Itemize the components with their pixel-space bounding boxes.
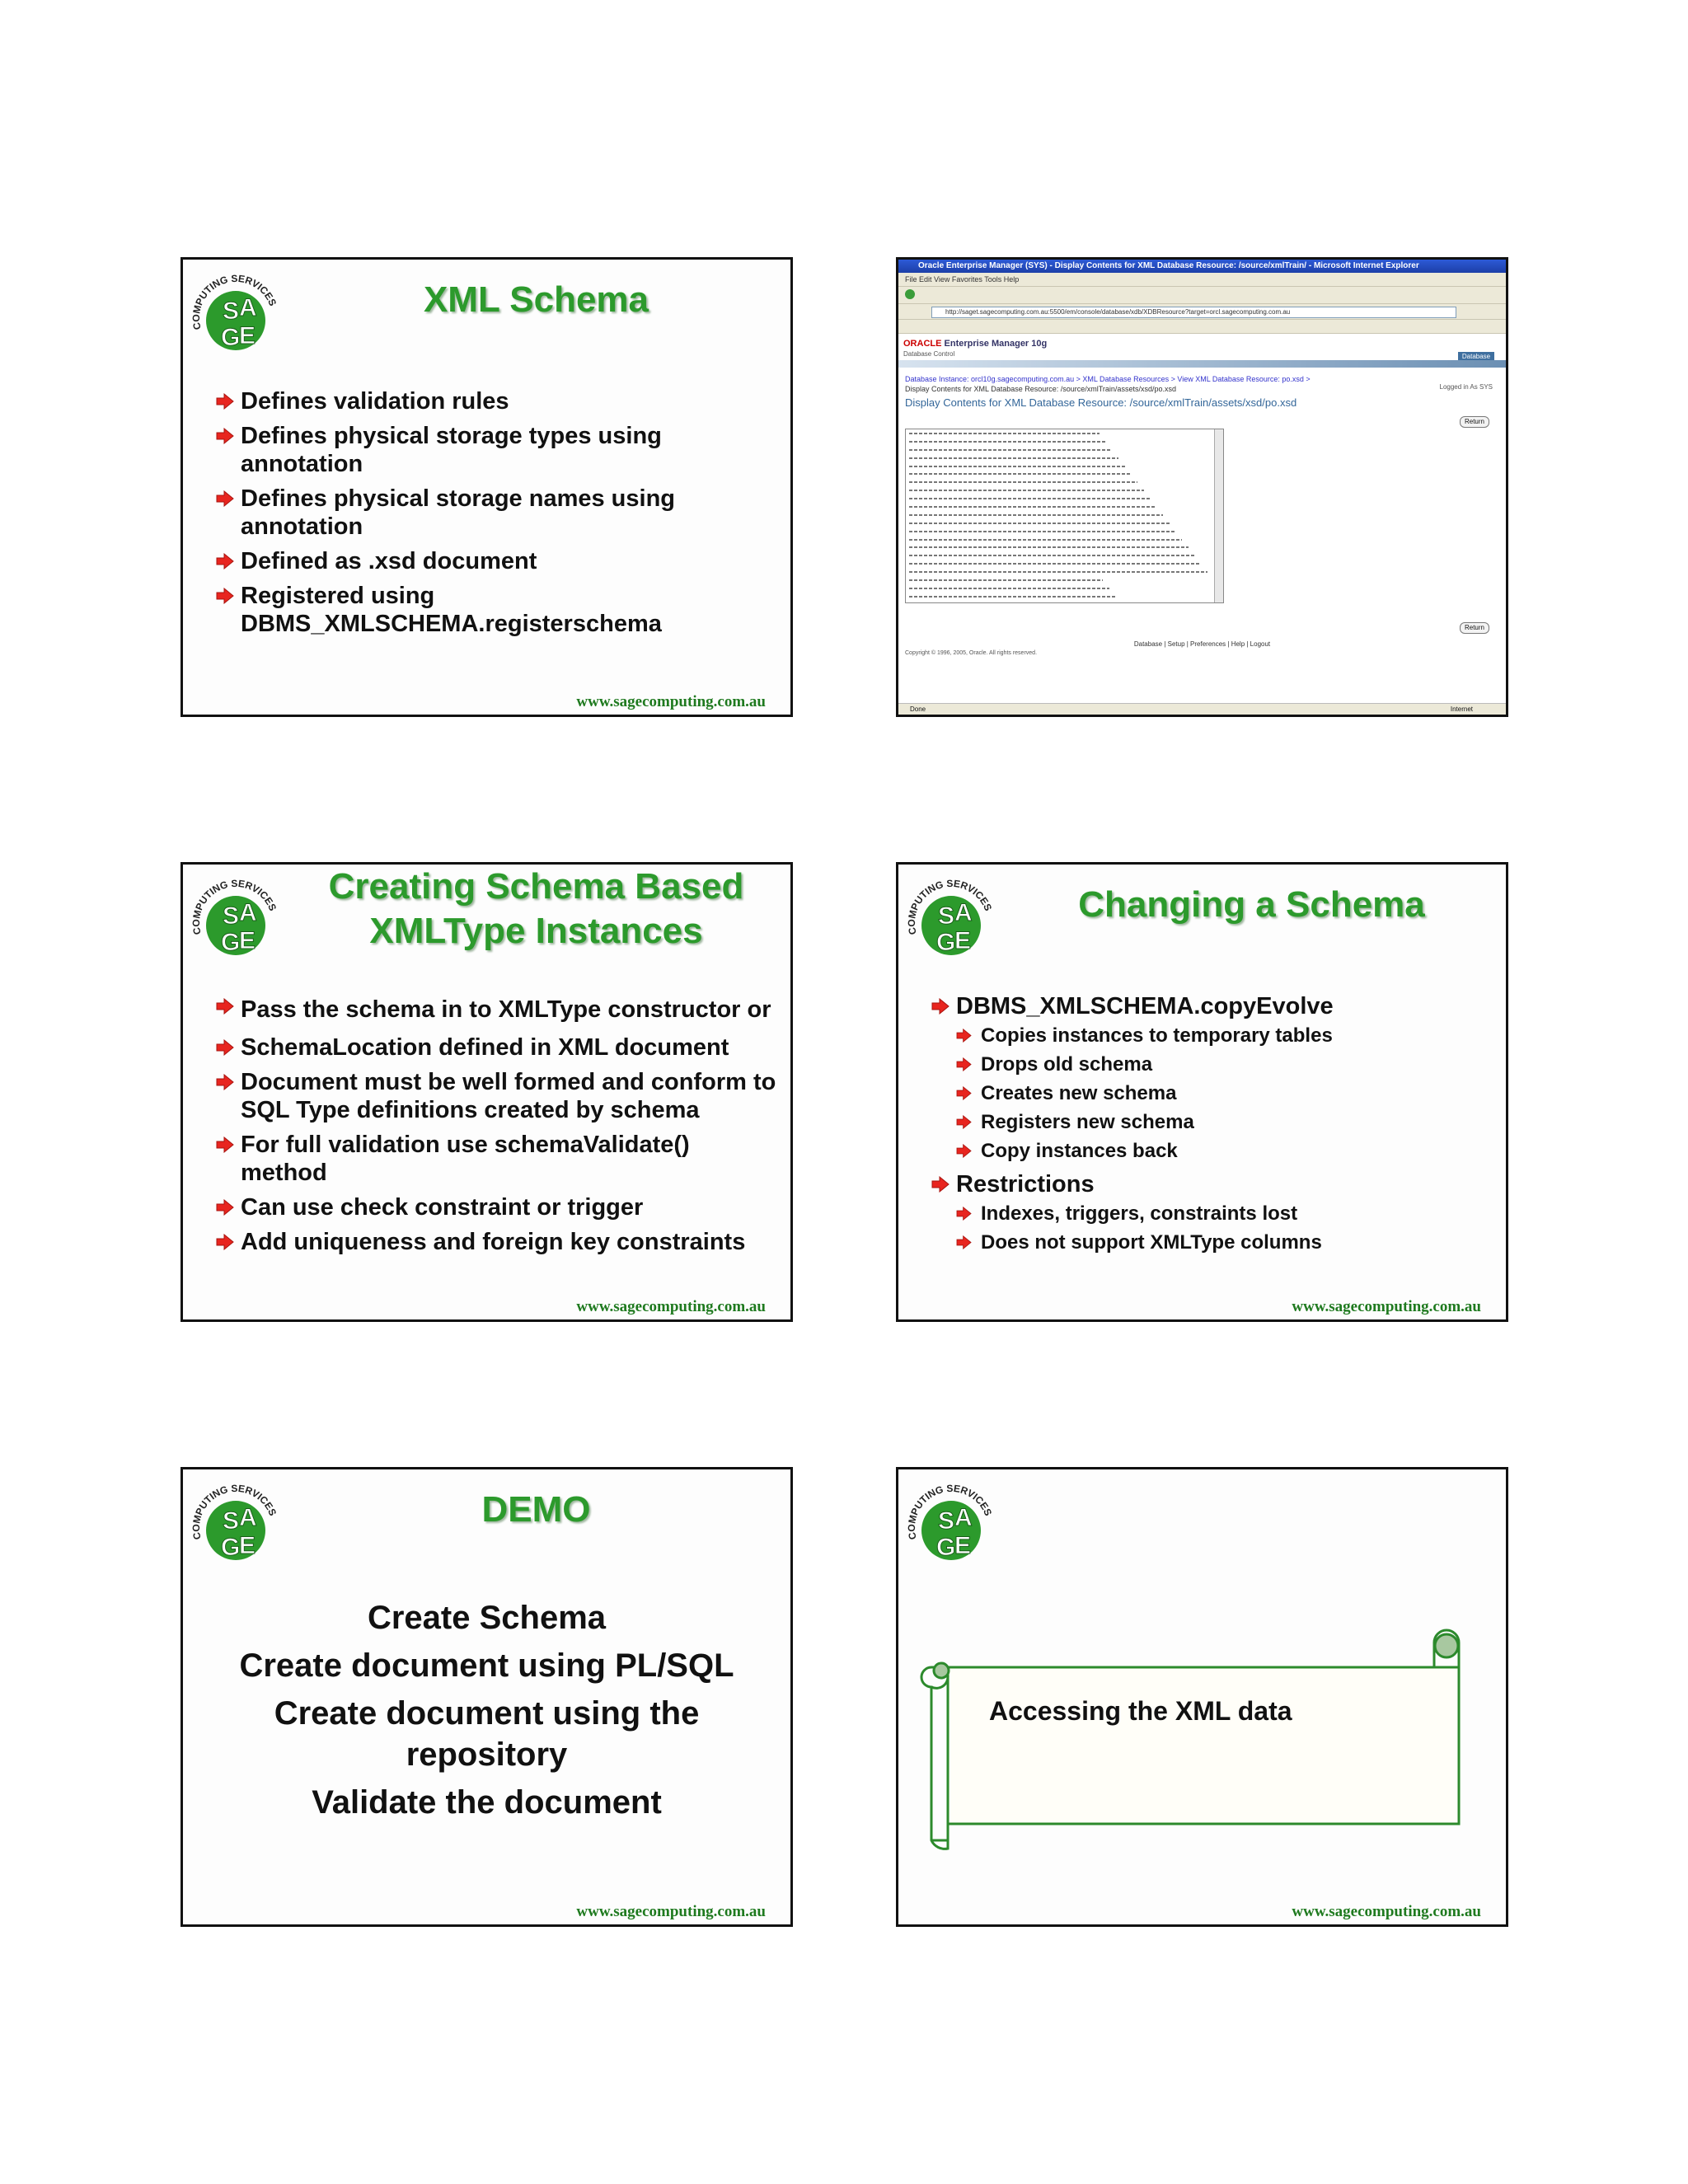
slide-title: DEMO xyxy=(481,1489,591,1530)
footer-url: www.sagecomputing.com.au xyxy=(1292,1298,1481,1315)
footer-links[interactable]: Database | Setup | Preferences | Help | Logout xyxy=(1133,640,1271,648)
logged-in-label: Logged in As SYS xyxy=(1439,383,1493,391)
sub-list-item: Copy instances back xyxy=(956,1139,1492,1164)
slide-demo xyxy=(181,1467,793,1927)
sage-logo-icon xyxy=(902,874,1001,965)
back-icon[interactable] xyxy=(905,289,915,299)
code-line xyxy=(909,568,1207,576)
sage-logo-icon xyxy=(186,874,285,965)
sage-logo-icon xyxy=(186,1479,285,1570)
status-bar: Done Internet xyxy=(898,703,1506,715)
red-arrow-icon xyxy=(216,393,234,410)
page-heading: Display Contents for XML Database Resource: /source/xmlTrain/assets/xsd/po.xsd xyxy=(905,396,1297,409)
code-line xyxy=(909,576,1103,584)
code-line xyxy=(909,438,1106,446)
address-bar xyxy=(898,304,1506,320)
code-line xyxy=(909,462,1125,471)
sub-list-item: Copies instances to temporary tables xyxy=(956,1024,1492,1048)
red-arrow-icon xyxy=(956,1235,972,1249)
breadcrumb[interactable]: Database Instance: orcl10g.sagecomputing.com.au > XML Database Resources > View XML Database Resource: po.xsd > xyxy=(905,375,1311,383)
red-arrow-icon xyxy=(216,553,234,569)
code-line xyxy=(909,593,1115,601)
code-line xyxy=(909,486,1144,494)
list-item: Add uniqueness and foreign key constraints xyxy=(216,1228,776,1256)
red-arrow-icon xyxy=(956,1057,972,1071)
red-arrow-icon xyxy=(931,998,950,1015)
bullet-list xyxy=(216,387,776,644)
toolbar xyxy=(898,287,1506,304)
red-arrow-icon xyxy=(931,1176,950,1193)
slide-browser-screenshot xyxy=(896,257,1508,717)
red-arrow-icon xyxy=(216,490,234,507)
code-line xyxy=(909,494,1151,503)
list-item: Document must be well formed and conform to SQL Type definitions created by schema xyxy=(216,1068,776,1124)
list-item: Restrictions Indexes, triggers, constraints lost Does not support XMLType columns xyxy=(931,1170,1492,1255)
sub-list xyxy=(956,1202,1492,1255)
red-arrow-icon xyxy=(956,1115,972,1129)
red-arrow-icon xyxy=(956,1207,972,1221)
footer-url: www.sagecomputing.com.au xyxy=(576,693,766,710)
demo-steps xyxy=(216,1597,757,1830)
sage-logo-icon xyxy=(902,1479,1001,1570)
code-line xyxy=(909,503,1156,511)
sub-list-item: Drops old schema xyxy=(956,1052,1492,1077)
code-line xyxy=(909,478,1137,486)
slide-creating-schema-instances xyxy=(181,862,793,1322)
footer-url: www.sagecomputing.com.au xyxy=(1292,1903,1481,1920)
return-button-bottom[interactable]: Return xyxy=(1460,622,1489,634)
code-line xyxy=(909,560,1201,568)
bullet-list xyxy=(216,992,776,1263)
list-item: SchemaLocation defined in XML document xyxy=(216,1033,776,1062)
scrollbar[interactable] xyxy=(1214,429,1223,602)
red-arrow-icon xyxy=(216,1137,234,1153)
scroll-banner-icon xyxy=(915,1618,1484,1865)
list-item: For full validation use schemaValidate() method xyxy=(216,1131,776,1187)
code-line xyxy=(909,519,1170,527)
red-arrow-icon xyxy=(216,1199,234,1216)
code-line xyxy=(909,470,1132,478)
slide-accessing-xml xyxy=(896,1467,1508,1927)
slide-title: Creating Schema Based XMLType Instances xyxy=(328,866,744,951)
oracle-brand: ORACLE Enterprise Manager 10g xyxy=(903,339,1048,349)
red-arrow-icon xyxy=(216,1039,234,1056)
oracle-sub: Database Control xyxy=(903,350,955,358)
red-arrow-icon xyxy=(956,1144,972,1158)
red-arrow-icon xyxy=(956,1086,972,1100)
list-item: Can use check constraint or trigger xyxy=(216,1193,776,1221)
sage-logo-icon xyxy=(186,269,285,360)
scroll-text: Accessing the XML data xyxy=(989,1696,1292,1726)
list-item: Defines validation rules xyxy=(216,387,776,415)
address-input[interactable]: http://saget.sagecomputing.com.au:5500/em/console/database/xdb/XDBResource?target=orcl.sagecomputing.com.au xyxy=(931,307,1456,318)
red-arrow-icon xyxy=(216,1234,234,1250)
list-item: Pass the schema in to XMLType constructor or xyxy=(216,992,776,1027)
list-item: Registered using DBMS_XMLSCHEMA.registerschema xyxy=(216,582,776,638)
bullet-list xyxy=(931,992,1492,1262)
demo-step: Create Schema xyxy=(367,1600,607,1636)
footer-url: www.sagecomputing.com.au xyxy=(576,1298,766,1315)
red-arrow-icon xyxy=(216,588,234,604)
return-button[interactable]: Return xyxy=(1460,416,1489,428)
sub-list-item: Creates new schema xyxy=(956,1081,1492,1106)
red-arrow-icon xyxy=(956,1029,972,1043)
breadcrumb-sub: Display Contents for XML Database Resource: /source/xmlTrain/assets/xsd/po.xsd xyxy=(905,385,1176,393)
code-line xyxy=(909,527,1175,536)
code-line xyxy=(909,536,1182,544)
sub-list-item: Registers new schema xyxy=(956,1110,1492,1135)
footer-url: www.sagecomputing.com.au xyxy=(576,1903,766,1920)
sub-list-item: Does not support XMLType columns xyxy=(956,1230,1492,1255)
slide-changing-schema xyxy=(896,862,1508,1322)
demo-step: Create document using the repository xyxy=(274,1695,700,1773)
copyright: Copyright © 1996, 2005, Oracle. All rights reserved. xyxy=(905,650,1038,656)
sub-list-item: Indexes, triggers, constraints lost xyxy=(956,1202,1492,1226)
list-item: Defined as .xsd document xyxy=(216,547,776,575)
code-line xyxy=(909,429,1100,438)
demo-step: Validate the document xyxy=(312,1784,662,1821)
links-bar xyxy=(898,320,1506,334)
code-line xyxy=(909,446,1112,454)
list-item: DBMS_XMLSCHEMA.copyEvolve Copies instances to temporary tables Drops old schema Creates new schema Registers new schema Copy instances back xyxy=(931,992,1492,1164)
code-line xyxy=(909,584,1109,593)
header-band xyxy=(898,360,1506,368)
slide-title: Changing a Schema xyxy=(1078,884,1425,925)
slide-xml-schema xyxy=(181,257,793,717)
code-line xyxy=(909,511,1163,519)
code-line xyxy=(909,601,1122,603)
code-line xyxy=(909,454,1118,462)
code-line xyxy=(909,551,1195,560)
window-title: Oracle Enterprise Manager (SYS) - Display Contents for XML Database Resource: /source/xmlTrain/ - Microsoft Internet Explorer xyxy=(898,260,1506,273)
demo-step: Create document using PL/SQL xyxy=(239,1647,734,1684)
red-arrow-icon xyxy=(216,998,234,1015)
red-arrow-icon xyxy=(216,1074,234,1090)
slide-title: XML Schema xyxy=(423,279,649,320)
list-item: Defines physical storage names using annotation xyxy=(216,485,776,541)
tab-database[interactable]: Database xyxy=(1458,352,1494,362)
menu-bar[interactable]: File Edit View Favorites Tools Help xyxy=(898,273,1506,287)
list-item: Defines physical storage types using annotation xyxy=(216,422,776,478)
red-arrow-icon xyxy=(216,428,234,444)
sub-list xyxy=(956,1024,1492,1164)
code-line xyxy=(909,543,1189,551)
xsd-content-box xyxy=(905,429,1224,603)
